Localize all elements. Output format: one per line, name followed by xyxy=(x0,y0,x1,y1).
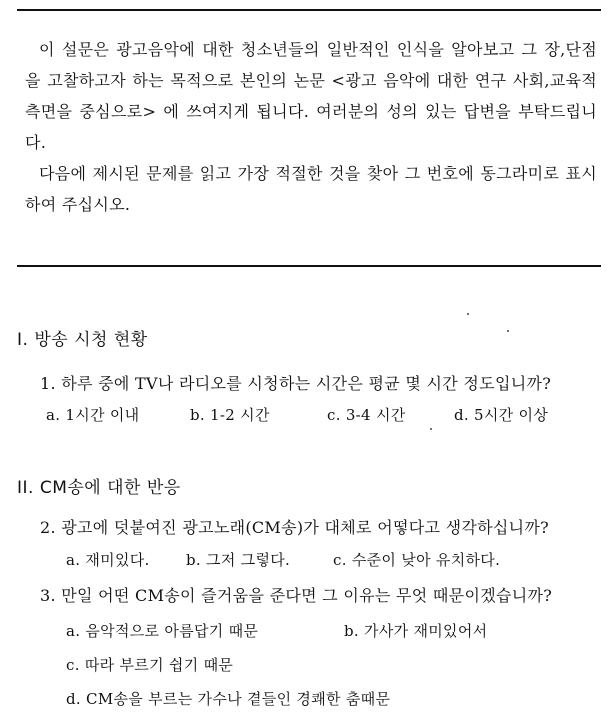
top-rule xyxy=(17,9,601,11)
q2-option-c[interactable]: c. 수준이 낮아 유치하다. xyxy=(333,551,501,569)
scan-speck xyxy=(507,330,509,332)
q2-option-b[interactable]: b. 그저 그렇다. xyxy=(186,551,291,569)
q3-option-a[interactable]: a. 음악적으로 아름답기 때문 xyxy=(66,622,259,640)
q1-option-a[interactable]: a. 1시간 이내 xyxy=(46,406,140,424)
question-2-text: 2. 광고에 덧붙여진 광고노래(CM송)가 대체로 어떻다고 생각하십니까? xyxy=(40,518,550,537)
section-title-cm-song: II. CM송에 대한 반응 xyxy=(17,478,181,498)
q1-option-b[interactable]: b. 1-2 시간 xyxy=(190,406,270,424)
q3-option-d[interactable]: d. CM송을 부르는 가수나 곁들인 경쾌한 춤때문 xyxy=(66,690,391,708)
intro-paragraph-2: 다음에 제시된 문제를 읽고 가장 적절한 것을 찾아 그 번호에 동그라미로 표시하여 주십시오. xyxy=(25,164,597,214)
intro-paragraph-1: 이 설문은 광고음악에 대한 청소년들의 일반적인 인식을 알아보고 그 장,단점을 고찰하고자 하는 목적으로 본인의 논문 <광고 음악에 대한 연구 사회,교육적 측면을 중심으로> 에 쓰여지게 됩니다. 여러분의 성의 있는 답변을 부탁드립니다. xyxy=(25,40,597,152)
section-title-viewing: I. 방송 시청 현황 xyxy=(17,330,148,350)
question-3-text: 3. 만일 어떤 CM송이 즐거움을 준다면 그 이유는 무엇 때문이겠습니까? xyxy=(40,586,553,605)
q1-option-c[interactable]: c. 3-4 시간 xyxy=(327,406,406,424)
bottom-rule xyxy=(17,265,601,267)
q2-option-a[interactable]: a. 재미있다. xyxy=(66,551,150,569)
q3-option-b[interactable]: b. 가사가 재미있어서 xyxy=(344,622,488,640)
question-1-text: 1. 하루 중에 TV나 라디오를 시청하는 시간은 평균 몇 시간 정도입니까? xyxy=(40,374,552,393)
q3-option-c[interactable]: c. 따라 부르기 쉽기 때문 xyxy=(66,656,234,674)
q1-option-d[interactable]: d. 5시간 이상 xyxy=(454,406,549,424)
intro-block xyxy=(25,34,597,220)
scan-speck xyxy=(467,313,469,315)
scan-speck xyxy=(430,428,432,430)
